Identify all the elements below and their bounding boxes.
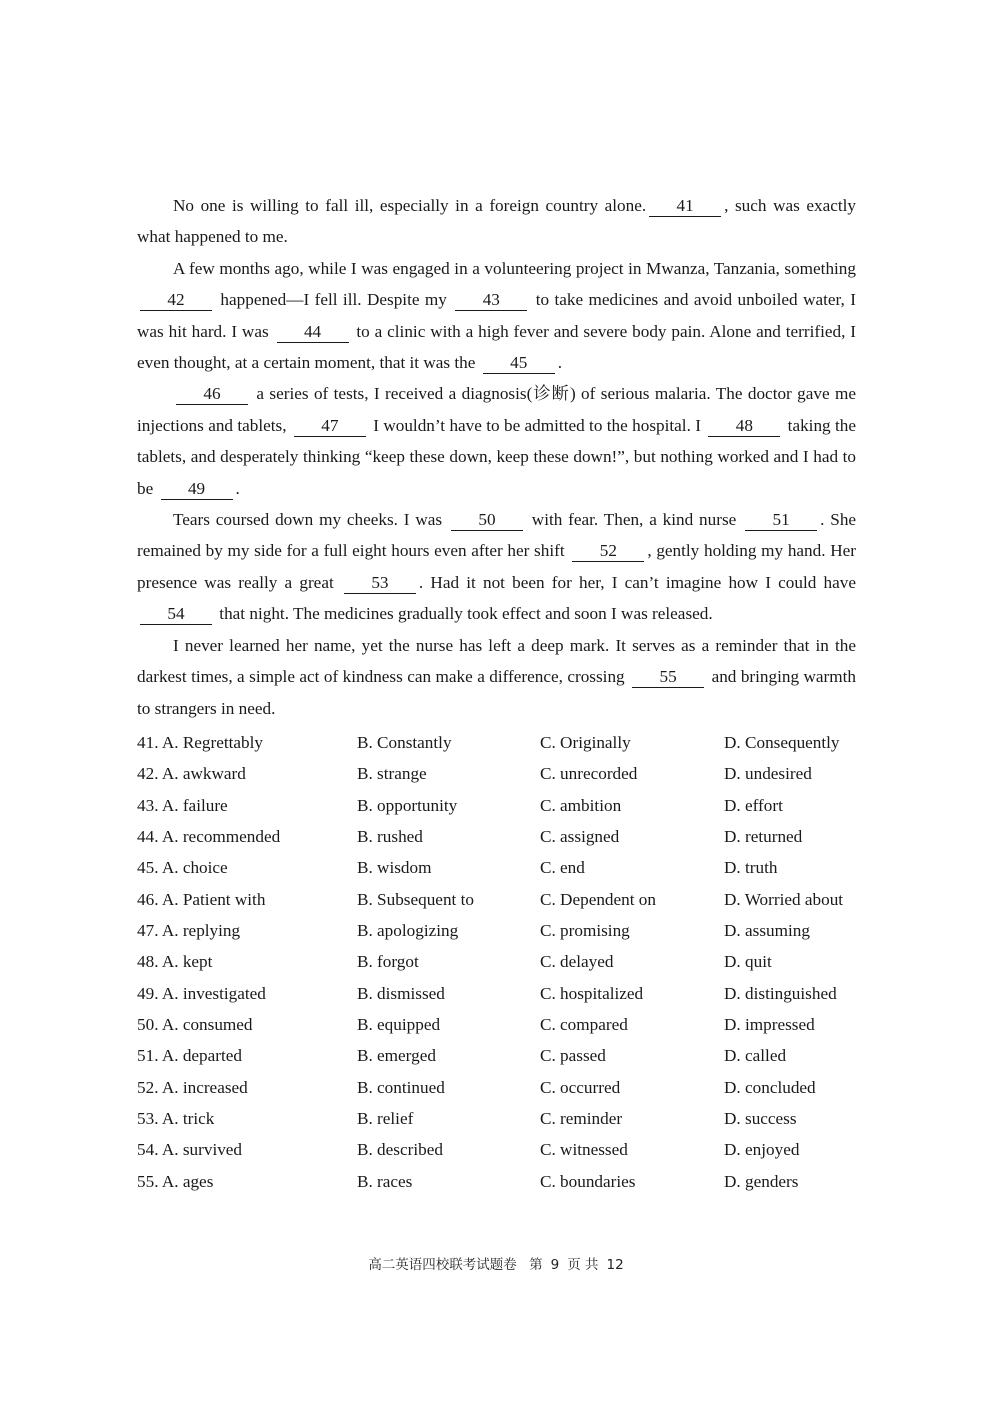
option-d: D. assuming (724, 921, 810, 941)
option-c: C. boundaries (540, 1171, 636, 1191)
option-d: D. undesired (724, 764, 812, 784)
option-a: 46. A. Patient with (137, 889, 266, 909)
option-b: B. wisdom (357, 858, 432, 878)
blank-49: 49 (161, 479, 233, 500)
passage-text: . Had it not been for her, I can’t imagine how I could have (418, 572, 856, 592)
option-c: C. assigned (540, 827, 620, 847)
paragraph-5 (137, 630, 856, 724)
passage-text: No one is willing to fall ill, especially in a foreign country alone. (173, 196, 647, 215)
page-label: 页 共 (567, 1257, 599, 1273)
option-c: C. ambition (540, 795, 622, 815)
option-row (137, 1134, 897, 1165)
option-d: D. quit (724, 952, 772, 972)
option-d: D. distinguished (724, 983, 837, 1003)
option-a: 50. A. consumed (137, 1015, 253, 1035)
option-a: 52. A. increased (137, 1077, 248, 1097)
option-b: B. forgot (357, 952, 419, 972)
option-row (137, 821, 897, 852)
blank-52: 52 (572, 541, 644, 562)
passage-text: happened—I fell ill. Despite my (220, 290, 447, 310)
passage-text: that night. The medicines gradually took effect and soon I was released. (219, 604, 713, 624)
option-row (137, 758, 897, 789)
option-b: B. described (357, 1140, 443, 1160)
option-a: 48. A. kept (137, 952, 213, 972)
passage-text: taking the tablets, and desperately thinking “keep these down, keep these down!”, but nothing worked and I had to be (137, 415, 856, 498)
paragraph-4 (137, 504, 856, 630)
option-c: C. passed (540, 1046, 606, 1066)
option-d: D. effort (724, 795, 783, 815)
paragraph-1 (137, 190, 856, 253)
option-a: 43. A. failure (137, 795, 228, 815)
passage-text: , such was exactly what happened to me. (137, 196, 856, 247)
option-a: 55. A. ages (137, 1171, 214, 1191)
option-b: B. Subsequent to (357, 889, 474, 909)
option-b: B. rushed (357, 827, 423, 847)
option-c: C. hospitalized (540, 983, 644, 1003)
option-d: D. called (724, 1046, 787, 1066)
option-a: 42. A. awkward (137, 764, 246, 784)
option-c: C. unrecorded (540, 764, 638, 784)
option-row (137, 790, 897, 821)
option-row (137, 1103, 897, 1134)
option-c: C. Originally (540, 733, 631, 752)
option-row (137, 1072, 897, 1103)
option-row (137, 946, 897, 977)
passage-text: , gently holding my hand. Her presence was really a great (137, 541, 857, 592)
option-d: D. Worried about (724, 889, 844, 909)
option-b: B. continued (357, 1077, 445, 1097)
blank-53: 53 (344, 573, 416, 594)
blank-47: 47 (294, 416, 366, 437)
option-row (137, 978, 897, 1009)
blank-51: 51 (745, 510, 817, 531)
option-row (137, 1166, 897, 1197)
blank-46: 46 (176, 384, 248, 405)
option-c: C. Dependent on (540, 889, 656, 909)
option-d: D. genders (724, 1171, 799, 1191)
option-b: B. apologizing (357, 921, 459, 941)
option-d: D. concluded (724, 1077, 816, 1097)
page-label: 第 (529, 1257, 543, 1273)
passage-text: a series of tests, I received a diagnosis(诊断) of serious malaria. The doctor gave me injections and tablets, (137, 384, 857, 435)
blank-54: 54 (140, 604, 212, 625)
option-d: D. success (724, 1109, 797, 1129)
exam-title: 高二英语四校联考试题卷 (368, 1257, 517, 1273)
option-row (137, 884, 897, 915)
option-c: C. witnessed (540, 1140, 628, 1160)
blank-44: 44 (277, 322, 349, 343)
option-a: 45. A. choice (137, 858, 228, 878)
blank-41: 41 (649, 196, 721, 217)
option-a: 53. A. trick (137, 1109, 215, 1129)
option-row (137, 1040, 897, 1071)
passage-text: and bringing warmth to strangers in need. (137, 667, 857, 718)
option-c: C. occurred (540, 1077, 621, 1097)
blank-50: 50 (451, 510, 523, 531)
option-b: B. Constantly (357, 733, 452, 752)
cloze-passage (137, 190, 856, 724)
passage-text: A few months ago, while I was engaged in a volunteering project in Mwanza, Tanzania, something (173, 258, 856, 278)
blank-42: 42 (140, 290, 212, 311)
option-row (137, 852, 897, 883)
passage-text: to a clinic with a high fever and severe body pain. Alone and terrified, I even thought, at a certain moment, that it was the (137, 321, 857, 373)
page-total: 12 (606, 1257, 624, 1273)
blank-43: 43 (455, 290, 527, 311)
passage-text: with fear. Then, a kind nurse (531, 510, 737, 530)
option-b: B. dismissed (357, 983, 445, 1003)
option-d: D. truth (724, 858, 778, 878)
option-c: C. delayed (540, 952, 614, 972)
passage-text: . (235, 478, 240, 498)
option-a: 49. A. investigated (137, 983, 266, 1003)
option-b: B. races (357, 1171, 413, 1191)
option-d: D. Consequently (724, 733, 840, 752)
option-c: C. reminder (540, 1109, 623, 1129)
option-c: C. compared (540, 1015, 628, 1035)
option-d: D. impressed (724, 1015, 815, 1035)
blank-55: 55 (632, 667, 704, 688)
paragraph-2 (137, 253, 856, 379)
option-a: 51. A. departed (137, 1046, 243, 1066)
page-footer (0, 1253, 992, 1273)
passage-text: I wouldn’t have to be admitted to the hospital. I (373, 415, 701, 435)
option-row (137, 915, 897, 946)
option-row (137, 727, 897, 758)
option-row (137, 1009, 897, 1040)
option-a: 54. A. survived (137, 1140, 243, 1160)
paragraph-3 (137, 378, 856, 504)
passage-text: I never learned her name, yet the nurse has left a deep mark. It serves as a reminder that in the darkest times, a simple act of kindness can make a difference, crossing (137, 635, 856, 687)
option-d: D. returned (724, 827, 803, 847)
option-a: 47. A. replying (137, 921, 241, 941)
option-b: B. opportunity (357, 795, 458, 815)
blank-48: 48 (708, 416, 780, 437)
page-number: 9 (550, 1257, 560, 1273)
option-d: D. enjoyed (724, 1140, 800, 1160)
option-a: 41. A. Regrettably (137, 733, 264, 752)
option-b: B. equipped (357, 1015, 441, 1035)
blank-45: 45 (483, 353, 555, 374)
option-b: B. strange (357, 764, 427, 784)
passage-text: to take medicines and avoid unboiled water, I was hit hard. I was (137, 290, 856, 341)
passage-text: Tears coursed down my cheeks. I was (173, 510, 443, 530)
answer-options (137, 727, 897, 1197)
option-c: C. end (540, 858, 585, 878)
passage-text: . She remained by my side for a full eight hours even after her shift (137, 510, 857, 561)
option-a: 44. A. recommended (137, 827, 281, 847)
passage-text: . (557, 353, 562, 373)
option-b: B. relief (357, 1109, 414, 1129)
option-b: B. emerged (357, 1046, 436, 1066)
option-c: C. promising (540, 921, 630, 941)
